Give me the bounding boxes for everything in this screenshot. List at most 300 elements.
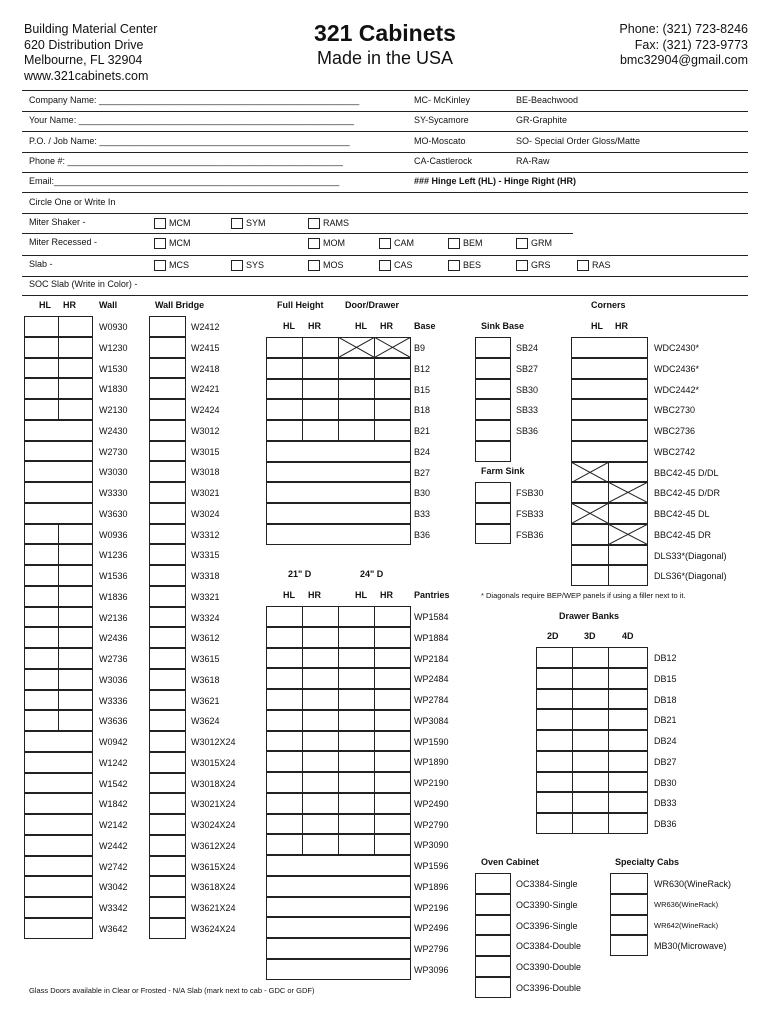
hr-checkbox-cell[interactable] (302, 751, 339, 772)
specialty-cabs-header: Specialty Cabs (615, 857, 680, 867)
finish-checkbox[interactable] (308, 218, 320, 229)
hl-header: HL (591, 321, 603, 331)
hl-checkbox-cell[interactable] (266, 731, 303, 752)
hr-checkbox-cell[interactable] (374, 814, 411, 835)
base-cabinet-code: B36 (414, 529, 431, 540)
qty-cell[interactable] (475, 379, 511, 400)
qty-cell[interactable] (608, 730, 648, 751)
qty-cell[interactable] (149, 420, 186, 441)
hr-checkbox-cell[interactable] (374, 399, 411, 420)
drawer-bank-code: DB30 (654, 777, 677, 788)
hl-checkbox-cell[interactable] (571, 482, 609, 503)
hr-checkbox-cell[interactable] (302, 731, 339, 752)
qty-cell[interactable] (475, 337, 511, 358)
wall-cabinet-code: W3030 (99, 467, 128, 478)
hl-checkbox-cell[interactable] (266, 420, 303, 441)
qty-cell[interactable] (266, 503, 411, 524)
qty-cell[interactable] (571, 399, 648, 420)
footer-note: Glass Doors available in Clear or Frosted - N/A Slab (mark next to cab - GDC or GDF) (29, 986, 315, 995)
hl-checkbox-cell[interactable] (571, 524, 609, 545)
qty-cell[interactable] (149, 814, 186, 835)
hr-checkbox-cell[interactable] (374, 689, 411, 710)
finish-checkbox[interactable] (516, 260, 528, 271)
cross-out-mark (571, 503, 609, 524)
hr-checkbox-cell[interactable] (374, 834, 411, 855)
wall-cabinet-code: W3330 (99, 488, 128, 498)
hr-checkbox-cell[interactable] (374, 627, 411, 648)
hr-checkbox-cell[interactable] (58, 544, 93, 565)
hr-checkbox-cell[interactable] (374, 606, 411, 627)
hr-checkbox-cell[interactable] (374, 668, 411, 689)
qty-cell[interactable] (149, 358, 186, 379)
wall-bridge-code: W3612 (191, 633, 220, 644)
hl-checkbox-cell[interactable] (338, 399, 375, 420)
qty-cell[interactable] (536, 668, 573, 689)
wall-bridge-code: W3024 (191, 508, 220, 519)
qty-cell[interactable] (608, 772, 648, 793)
hl-checkbox-cell[interactable] (338, 793, 375, 814)
hr-checkbox-cell[interactable] (58, 399, 93, 420)
qty-cell[interactable] (149, 856, 186, 877)
qty-cell[interactable] (24, 856, 93, 877)
hl-checkbox-cell[interactable] (24, 565, 59, 586)
hl-checkbox-cell[interactable] (338, 379, 375, 400)
hr-checkbox-cell[interactable] (58, 607, 93, 628)
hl-checkbox-cell[interactable] (338, 648, 375, 669)
qty-cell[interactable] (475, 935, 511, 956)
pantry-code: WP2196 (414, 902, 449, 913)
pantry-code: WP2190 (414, 778, 449, 788)
finish-checkbox[interactable] (308, 238, 320, 249)
company-title: 321 Cabinets (314, 20, 456, 46)
qty-cell[interactable] (610, 935, 648, 956)
qty-cell[interactable] (536, 751, 573, 772)
finish-option-label: MCM (169, 238, 191, 248)
qty-cell[interactable] (608, 668, 648, 689)
qty-cell[interactable] (475, 441, 511, 462)
hr-checkbox-cell[interactable] (58, 337, 93, 358)
corner-cabinet-code: BBC42-45 DL (654, 509, 710, 519)
hr-checkbox-cell[interactable] (302, 648, 339, 669)
hl-checkbox-cell[interactable] (24, 690, 59, 711)
wall-bridge-header: Wall Bridge (155, 300, 205, 310)
base-header: Base (414, 321, 436, 331)
sink-base-code: SB30 (516, 384, 539, 395)
color-code: SY-Sycamore (414, 115, 469, 125)
qty-cell[interactable] (149, 793, 186, 814)
qty-cell[interactable] (24, 773, 93, 794)
qty-cell[interactable] (149, 544, 186, 565)
qty-cell[interactable] (149, 627, 186, 648)
hl-checkbox-cell[interactable] (24, 669, 59, 690)
hl-checkbox-cell[interactable] (24, 544, 59, 565)
qty-cell[interactable] (149, 752, 186, 773)
qty-cell[interactable] (24, 482, 93, 503)
hl-checkbox-cell[interactable] (266, 399, 303, 420)
wall-cabinet-code: W2730 (99, 446, 128, 457)
qty-cell[interactable] (572, 772, 609, 793)
hr-checkbox-cell[interactable] (302, 337, 339, 358)
qty-cell[interactable] (149, 897, 186, 918)
hl-checkbox-cell[interactable] (338, 814, 375, 835)
qty-cell[interactable] (475, 482, 511, 503)
qty-cell[interactable] (608, 647, 648, 668)
hl-header: HL (355, 590, 367, 600)
qty-cell[interactable] (149, 690, 186, 711)
qty-cell[interactable] (536, 730, 573, 751)
hl-checkbox-cell[interactable] (266, 814, 303, 835)
finish-checkbox[interactable] (516, 238, 528, 249)
pantry-code: WP2796 (414, 944, 449, 954)
hl-checkbox-cell[interactable] (266, 648, 303, 669)
hl-checkbox-cell[interactable] (266, 606, 303, 627)
hr-checkbox-cell[interactable] (302, 627, 339, 648)
qty-cell[interactable] (572, 709, 609, 730)
wall-cabinet-code: W1542 (99, 778, 128, 789)
hl-checkbox-cell[interactable] (266, 772, 303, 793)
hl-checkbox-cell[interactable] (24, 710, 59, 731)
qty-cell[interactable] (475, 420, 511, 441)
qty-cell[interactable] (266, 917, 411, 938)
hl-checkbox-cell[interactable] (338, 627, 375, 648)
qty-cell[interactable] (149, 731, 186, 752)
hr-checkbox-cell[interactable] (302, 606, 339, 627)
hr-checkbox-cell[interactable] (58, 524, 93, 545)
qty-cell[interactable] (149, 710, 186, 731)
drawer-bank-code: DB24 (654, 736, 677, 746)
fax: Fax: (321) 723-9773 (634, 37, 748, 52)
hr-checkbox-cell[interactable] (374, 379, 411, 400)
qty-cell[interactable] (149, 835, 186, 856)
hr-checkbox-cell[interactable] (302, 710, 339, 731)
wall-cabinet-code: W0930 (99, 322, 128, 332)
hr-checkbox-cell[interactable] (374, 772, 411, 793)
qty-cell[interactable] (572, 668, 609, 689)
qty-cell[interactable] (149, 918, 186, 939)
base-cabinet-code: B24 (414, 446, 431, 457)
drawer-banks-header: Drawer Banks (559, 611, 620, 621)
hl-checkbox-cell[interactable] (338, 689, 375, 710)
qty-cell[interactable] (149, 524, 186, 545)
wall-bridge-code: W3621X24 (191, 903, 236, 913)
finish-checkbox[interactable] (154, 238, 166, 249)
qty-cell[interactable] (608, 792, 648, 813)
qty-cell[interactable] (475, 358, 511, 379)
qty-cell[interactable] (149, 399, 186, 420)
hr-checkbox-cell[interactable] (374, 731, 411, 752)
qty-cell[interactable] (475, 956, 511, 977)
hr-header: HR (380, 321, 393, 331)
hl-checkbox-cell[interactable] (24, 337, 59, 358)
hl-checkbox-cell[interactable] (338, 834, 375, 855)
finish-checkbox[interactable] (308, 260, 320, 271)
qty-cell[interactable] (149, 607, 186, 628)
qty-cell[interactable] (475, 977, 511, 998)
wall-bridge-code: W2424 (191, 405, 220, 415)
wall-bridge-code: W3618 (191, 674, 220, 685)
base-cabinet-code: B12 (414, 363, 431, 374)
hr-checkbox-cell[interactable] (374, 420, 411, 441)
finish-checkbox[interactable] (154, 260, 166, 271)
finish-option-label: MCM (169, 218, 191, 228)
qty-cell[interactable] (149, 648, 186, 669)
hl-checkbox-cell[interactable] (338, 731, 375, 752)
hr-checkbox-cell[interactable] (374, 648, 411, 669)
qty-cell[interactable] (571, 358, 648, 379)
qty-cell[interactable] (149, 482, 186, 503)
finish-checkbox[interactable] (379, 260, 391, 271)
qty-cell[interactable] (24, 752, 93, 773)
qty-cell[interactable] (475, 873, 511, 894)
qty-cell[interactable] (149, 876, 186, 897)
qty-cell[interactable] (24, 918, 93, 939)
wall-cabinet-code: W2442 (99, 840, 128, 851)
hl-checkbox-cell[interactable] (338, 420, 375, 441)
hr-checkbox-cell[interactable] (608, 565, 648, 586)
oven-cabinet-code: OC3396-Single (516, 920, 578, 931)
qty-cell[interactable] (149, 441, 186, 462)
hr-checkbox-cell[interactable] (374, 793, 411, 814)
finish-option-label: MCS (169, 260, 189, 270)
hl-checkbox-cell[interactable] (24, 586, 59, 607)
qty-cell[interactable] (610, 894, 648, 915)
qty-cell[interactable] (266, 897, 411, 918)
hl-checkbox-cell[interactable] (338, 606, 375, 627)
pantry-code: WP2784 (414, 695, 449, 705)
qty-cell[interactable] (266, 524, 411, 545)
qty-cell[interactable] (149, 461, 186, 482)
hl-checkbox-cell[interactable] (24, 648, 59, 669)
qty-cell[interactable] (572, 751, 609, 772)
hl-checkbox-cell[interactable] (571, 565, 609, 586)
hl-checkbox-cell[interactable] (24, 524, 59, 545)
hr-checkbox-cell[interactable] (302, 834, 339, 855)
hl-checkbox-cell[interactable] (571, 545, 609, 566)
hr-checkbox-cell[interactable] (58, 358, 93, 379)
qty-cell[interactable] (572, 813, 609, 834)
qty-cell[interactable] (608, 689, 648, 710)
pantry-code: WP1884 (414, 632, 449, 643)
corner-cabinet-code: BBC42-45 D/DL (654, 467, 719, 478)
hr-checkbox-cell[interactable] (58, 648, 93, 669)
qty-cell[interactable] (536, 647, 573, 668)
hl-checkbox-cell[interactable] (266, 710, 303, 731)
qty-cell[interactable] (266, 959, 411, 980)
hr-checkbox-cell[interactable] (58, 710, 93, 731)
finish-checkbox[interactable] (577, 260, 589, 271)
hr-checkbox-cell[interactable] (374, 710, 411, 731)
qty-cell[interactable] (149, 503, 186, 524)
hr-header: HR (308, 590, 321, 600)
hl-checkbox-cell[interactable] (24, 399, 59, 420)
qty-cell[interactable] (571, 379, 648, 400)
qty-cell[interactable] (608, 751, 648, 772)
qty-cell[interactable] (536, 792, 573, 813)
hl-checkbox-cell[interactable] (24, 316, 59, 337)
hl-checkbox-cell[interactable] (266, 337, 303, 358)
qty-cell[interactable] (24, 461, 93, 482)
qty-cell[interactable] (149, 586, 186, 607)
qty-cell[interactable] (475, 503, 511, 524)
farm-sink-code: FSB30 (516, 488, 544, 498)
hl-checkbox-cell[interactable] (266, 751, 303, 772)
qty-cell[interactable] (475, 524, 511, 545)
hl-checkbox-cell[interactable] (266, 627, 303, 648)
farm-sink-code: FSB36 (516, 529, 544, 540)
hr-checkbox-cell[interactable] (608, 545, 648, 566)
qty-cell[interactable] (536, 689, 573, 710)
pantry-code: WP1596 (414, 861, 449, 871)
hr-checkbox-cell[interactable] (608, 462, 648, 483)
qty-cell[interactable] (608, 709, 648, 730)
qty-cell[interactable] (149, 337, 186, 358)
wall-cabinet-code: W3342 (99, 903, 128, 913)
hr-checkbox-cell[interactable] (608, 503, 648, 524)
pantry-code: WP3096 (414, 964, 449, 975)
hl-checkbox-cell[interactable] (24, 358, 59, 379)
qty-cell[interactable] (24, 876, 93, 897)
qty-cell[interactable] (610, 873, 648, 894)
hl-checkbox-cell[interactable] (266, 379, 303, 400)
drawer-bank-code: DB12 (654, 653, 677, 663)
qty-cell[interactable] (149, 669, 186, 690)
qty-cell[interactable] (475, 399, 511, 420)
qty-cell[interactable] (536, 813, 573, 834)
qty-cell[interactable] (475, 915, 511, 936)
finish-checkbox[interactable] (448, 260, 460, 271)
finish-checkbox[interactable] (379, 238, 391, 249)
qty-cell[interactable] (572, 792, 609, 813)
qty-cell[interactable] (572, 689, 609, 710)
wall-cabinet-code: W3336 (99, 695, 128, 706)
hr-checkbox-cell[interactable] (302, 358, 339, 379)
hr-checkbox-cell[interactable] (302, 814, 339, 835)
drawer-bank-code: DB27 (654, 756, 677, 767)
farm-sink-code: FSB33 (516, 508, 544, 519)
hr-checkbox-cell[interactable] (302, 772, 339, 793)
hr-checkbox-cell[interactable] (58, 316, 93, 337)
qty-cell[interactable] (572, 730, 609, 751)
finish-checkbox[interactable] (154, 218, 166, 229)
corner-cabinet-code: BBC42-45 D/DR (654, 488, 721, 499)
hr-checkbox-cell[interactable] (302, 379, 339, 400)
hr-checkbox-cell[interactable] (374, 358, 411, 379)
hl-checkbox-cell[interactable] (266, 793, 303, 814)
hl-checkbox-cell[interactable] (24, 627, 59, 648)
qty-cell[interactable] (475, 894, 511, 915)
qty-cell[interactable] (572, 647, 609, 668)
qty-cell[interactable] (266, 938, 411, 959)
oven-cabinet-header: Oven Cabinet (481, 857, 540, 867)
wall-cabinet-code: W3636 (99, 716, 128, 727)
qty-cell[interactable] (536, 709, 573, 730)
hl-checkbox-cell[interactable] (338, 772, 375, 793)
hl-checkbox-cell[interactable] (266, 668, 303, 689)
qty-cell[interactable] (149, 316, 186, 337)
qty-cell[interactable] (266, 462, 411, 483)
hr-checkbox-cell[interactable] (374, 751, 411, 772)
color-code: RA-Raw (516, 156, 550, 166)
drawer-bank-code: DB18 (654, 694, 677, 705)
finish-option-label: BEM (463, 238, 483, 248)
color-code: SO- Special Order Gloss/Matte (516, 136, 641, 146)
finish-checkbox[interactable] (231, 260, 243, 271)
qty-cell[interactable] (24, 835, 93, 856)
color-code: BE-Beachwood (516, 95, 579, 105)
qty-cell[interactable] (24, 897, 93, 918)
qty-cell[interactable] (24, 793, 93, 814)
qty-cell[interactable] (266, 876, 411, 897)
hl-checkbox-cell[interactable] (266, 834, 303, 855)
finish-checkbox[interactable] (231, 218, 243, 229)
form-top-line (22, 90, 748, 91)
hl-checkbox-cell[interactable] (338, 710, 375, 731)
qty-cell[interactable] (266, 855, 411, 876)
wall-cabinet-code: W2130 (99, 405, 128, 415)
hl-checkbox-cell[interactable] (266, 689, 303, 710)
hr-checkbox-cell[interactable] (302, 668, 339, 689)
hl-checkbox-cell[interactable] (266, 358, 303, 379)
hl-checkbox-cell[interactable] (24, 607, 59, 628)
finish-checkbox[interactable] (448, 238, 460, 249)
hr-checkbox-cell[interactable] (302, 399, 339, 420)
hr-checkbox-cell[interactable] (302, 420, 339, 441)
hr-checkbox-cell[interactable] (58, 565, 93, 586)
qty-cell[interactable] (24, 814, 93, 835)
wall-bridge-code: W3624X24 (191, 923, 236, 934)
form-row-line (22, 111, 748, 112)
qty-cell[interactable] (149, 773, 186, 794)
hr-checkbox-cell[interactable] (58, 627, 93, 648)
qty-cell[interactable] (24, 420, 93, 441)
qty-cell[interactable] (24, 731, 93, 752)
hl-checkbox-cell[interactable] (338, 751, 375, 772)
qty-cell[interactable] (24, 441, 93, 462)
hr-checkbox-cell[interactable] (302, 689, 339, 710)
wall-cabinet-code: W2142 (99, 820, 128, 830)
qty-cell[interactable] (149, 378, 186, 399)
sink-base-code: SB36 (516, 426, 539, 436)
qty-cell[interactable] (571, 420, 648, 441)
pantry-code: WP1896 (414, 881, 449, 892)
hl-checkbox-cell[interactable] (338, 668, 375, 689)
hr-checkbox-cell[interactable] (58, 586, 93, 607)
hr-checkbox-cell[interactable] (58, 669, 93, 690)
hl-checkbox-cell[interactable] (338, 358, 375, 379)
qty-cell[interactable] (24, 503, 93, 524)
cross-out-mark (608, 482, 648, 503)
qty-cell[interactable] (571, 337, 648, 358)
hr-checkbox-cell[interactable] (58, 378, 93, 399)
qty-cell[interactable] (610, 915, 648, 936)
qty-cell[interactable] (608, 813, 648, 834)
option-row-label: Miter Recessed - (29, 237, 98, 247)
hr-checkbox-cell[interactable] (58, 690, 93, 711)
address-line: 620 Distribution Drive (24, 37, 144, 52)
corner-cabinet-code: WDC2436* (654, 363, 700, 374)
qty-cell[interactable] (149, 565, 186, 586)
hl-checkbox-cell[interactable] (24, 378, 59, 399)
qty-cell[interactable] (536, 772, 573, 793)
qty-cell[interactable] (266, 482, 411, 503)
qty-cell[interactable] (266, 441, 411, 462)
pantries-header: Pantries (414, 590, 450, 600)
wall-cabinet-code: W2736 (99, 654, 128, 664)
base-cabinet-code: B9 (414, 343, 426, 353)
specialty-cabinet-code: WR630(WineRack) (654, 879, 732, 889)
qty-cell[interactable] (571, 441, 648, 462)
hr-checkbox-cell[interactable] (302, 793, 339, 814)
